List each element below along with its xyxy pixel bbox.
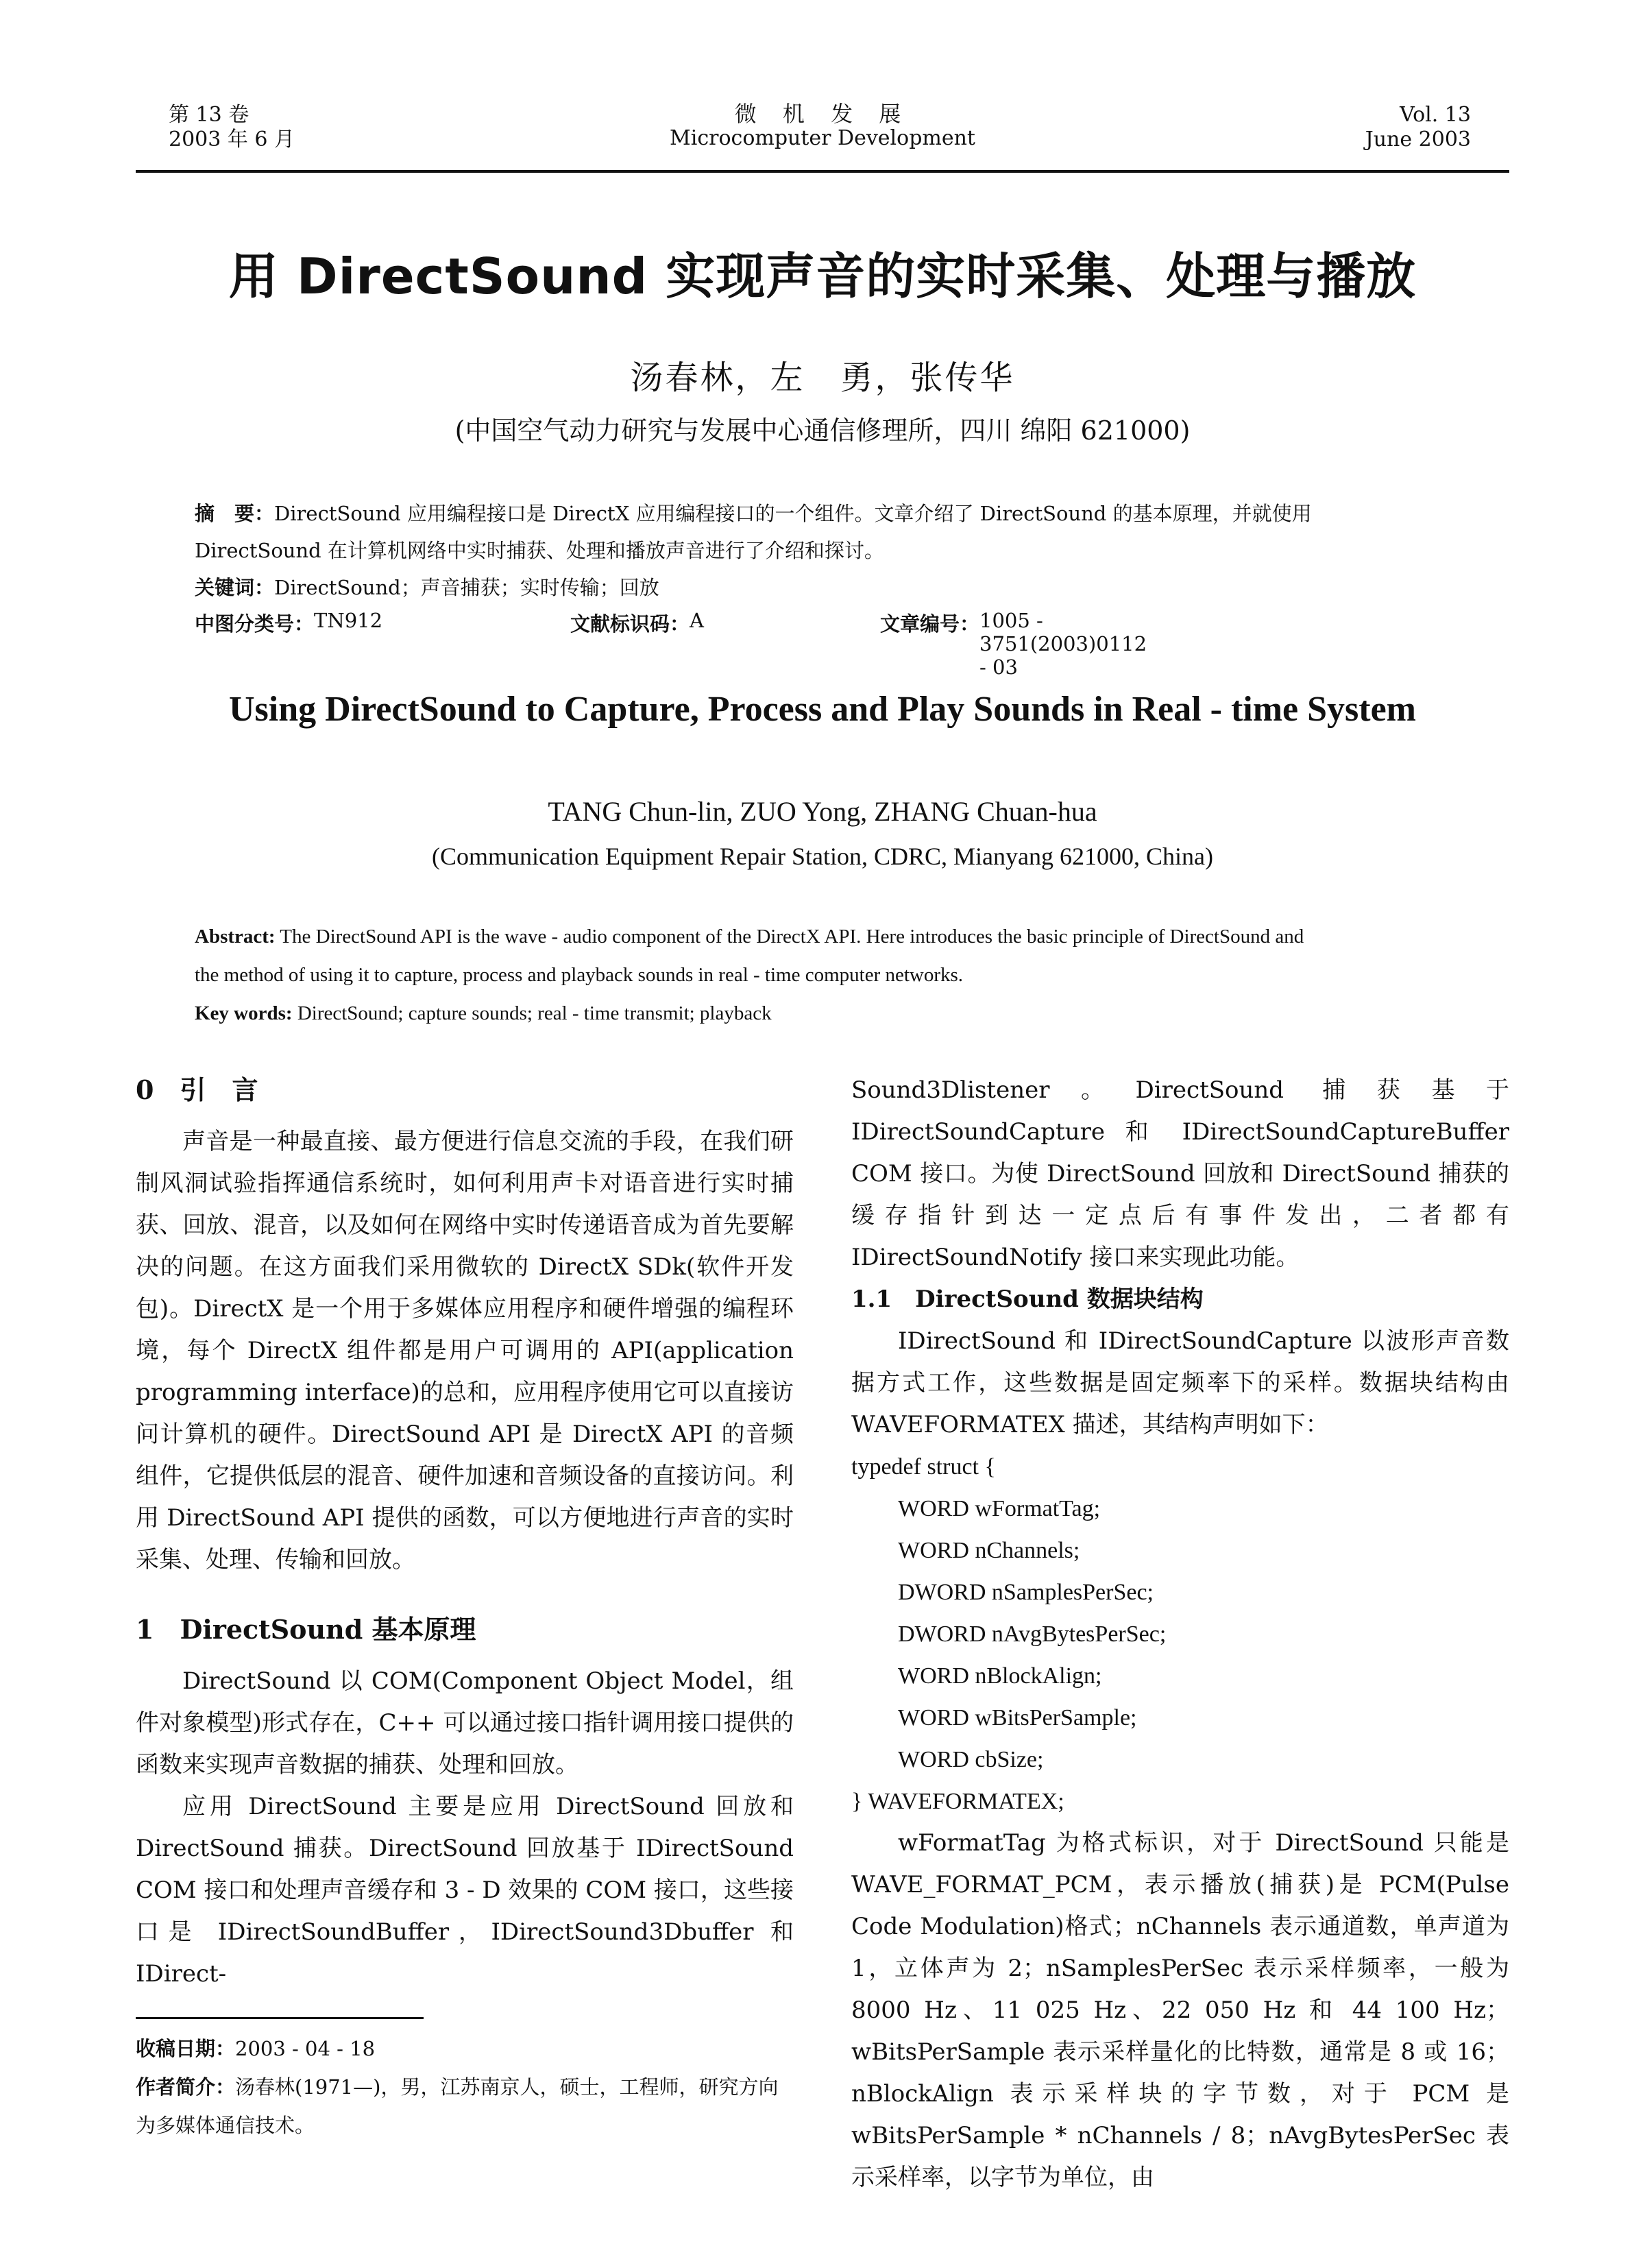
right-paragraph-3: wFormatTag 为格式标识，对于 DirectSound 只能是 WAVE_FORMAT_PCM，表示播放(捕获)是 PCM(Pulse Code Modulation)格式；nChannels 表示通道数，单声道为 1，立体声为 2；nSamplesPerSec 表示采样频率，一般为8000 Hz、11 025 Hz、22 050 Hz 和 44 100 Hz；wBitsPerSample 表示采样量化的比特数，通常是 8 或 16；nBlockAlign 表示采样块的字节数，对于 PCM 是 wBitsPerSample * nChannels / 8；nAvgBytesPerSec 表示采样率，以字节为单位，由 [851, 1829, 1509, 2191]
section-1-paragraph-1: DirectSound 以 COM(Component Object Model，组件对象模型)形式存在，C++ 可以通过接口指针调用接口提供的函数来实现声音数据的捕获、处理和回放。 [136, 1667, 794, 1778]
section-0-paragraph: 声音是一种最直接、最方便进行信息交流的手段，在我们研制风洞试验指挥通信系统时，如何利用声卡对语音进行实时捕获、回放、混音，以及如何在网络中实时传递语音成为首先要解决的问题。在这方面我们采用微软的 DirectX SDk(软件开发包)。DirectX 是一个用于多媒体应用程序和硬件增强的编程环境，每个 DirectX 组件都是用户可调用的 API(application programming interface)的总和，应用程序使用它可以直接访问计算机的硬件。DirectSound API 是 DirectX API 的音频组件，它提供低层的混音、硬件加速和音频设备的直接访问。利用 DirectSound API 提供的函数，可以方便地进行声音的实时采集、处理、传输和回放。 [136, 1128, 794, 1573]
doc-code-label: 文献标识码： [570, 612, 690, 636]
header-right [1365, 103, 1471, 152]
abstract-en-line2: the method of using it to capture, process and playback sounds in real - time computer networks. [195, 964, 964, 986]
right-paragraph-1: Sound3Dlistener。DirectSound 捕获基于 IDirectSoundCapture 和 IDirectSoundCaptureBuffer COM 接口。为使 DirectSound 回放和 DirectSound 捕获的缓存指针到达一定点后有事件发出，二者都有 IDirectSoundNotify 接口来实现此功能。 [851, 1076, 1509, 1271]
code-line: WORD wFormatTag; [898, 1496, 1101, 1521]
section-0-heading: 0 引 言 [136, 1074, 258, 1105]
keywords-cn: DirectSound；声音捕获；实时传输；回放 [274, 576, 659, 599]
body-right-column [851, 1070, 1509, 2199]
footnote [136, 2029, 794, 2145]
affiliation-cn: (中国空气动力研究与发展中心通信修理所，四川 绵阳 621000) [454, 415, 1191, 446]
abstract-en-label: Abstract: [195, 926, 276, 948]
article-no-value: 1005 - 3751(2003)0112 - 03 [979, 609, 1147, 679]
keywords-cn-label: 关键词： [195, 576, 275, 599]
abstract-cn [195, 495, 1463, 606]
abstract-en [195, 917, 1463, 1033]
doc-code-value: A [690, 609, 704, 632]
paper-title-cn: 用 DirectSound 实现声音的实时采集、处理与播放 [228, 248, 1417, 305]
code-line: } WAVEFORMATEX; [851, 1789, 1064, 1814]
date-cn: 2003 年 6 月 [169, 128, 295, 152]
authors-en: TANG Chun-lin, ZUO Yong, ZHANG Chuan-hua [548, 796, 1097, 827]
abstract-cn-label: 摘 要： [195, 502, 275, 525]
journal-name-cn: 微 机 发 展 [734, 101, 911, 127]
authors-cn: 汤春林，左 勇，张传华 [630, 359, 1015, 397]
volume-en: Vol. 13 [1400, 103, 1471, 127]
code-line: WORD nChannels; [898, 1538, 1080, 1563]
article-no-label: 文章编号： [880, 612, 980, 636]
code-line: WORD cbSize; [898, 1747, 1044, 1772]
date-en: June 2003 [1365, 128, 1471, 152]
keywords-en: DirectSound; capture sounds; real - time transmit; playback [292, 1002, 772, 1024]
code-line: typedef struct { [851, 1454, 996, 1480]
code-line: DWORD nAvgBytesPerSec; [898, 1621, 1167, 1647]
affiliation-en: (Communication Equipment Repair Station, CDRC, Mianyang 621000, China) [432, 843, 1213, 870]
volume-cn: 第 13 卷 [169, 103, 249, 127]
paper-title-en: Using DirectSound to Capture, Process and Play Sounds in Real - time System [229, 690, 1416, 729]
section-1-heading: 1 DirectSound 基本原理 [136, 1614, 476, 1645]
classification-row [195, 609, 1463, 679]
received-label: 收稿日期： [136, 2037, 236, 2060]
code-line: WORD nBlockAlign; [898, 1663, 1102, 1689]
right-paragraph-2: IDirectSound 和 IDirectSoundCapture 以波形声音数据方式工作，这些数据是固定频率下的采样。数据块结构由 WAVEFORMATEX 描述，其结构声明如下： [851, 1327, 1509, 1438]
received-date: 2003 - 04 - 18 [235, 2037, 376, 2060]
section-1-paragraph-2: 应用 DirectSound 主要是应用 DirectSound 回放和 DirectSound 捕获。DirectSound 回放基于 IDirectSound COM 接口和处理声音缓存和 3 - D 效果的 COM 接口，这些接口是 IDirectSoundBuffer，IDirectSound3Dbuffer 和 IDirect- [136, 1793, 794, 1988]
header-divider [136, 170, 1509, 173]
code-line: DWORD nSamplesPerSec; [898, 1580, 1154, 1605]
keywords-en-label: Key words: [195, 1002, 293, 1024]
abstract-en-line1: The DirectSound API is the wave - audio component of the DirectX API. Here introduces the basic principle of DirectSound and [275, 926, 1304, 948]
author-bio: 汤春林(1971—)，男，江苏南京人，硕士，工程师，研究方向为多媒体通信技术。 [136, 2075, 779, 2137]
clc-value: TN912 [314, 609, 383, 632]
body-left-column [136, 1059, 794, 1995]
abstract-cn-line2: DirectSound 在计算机网络中实时捕获、处理和播放声音进行了介绍和探讨。 [195, 539, 884, 562]
clc-label: 中图分类号： [195, 612, 315, 636]
code-line: WORD wBitsPerSample; [898, 1705, 1137, 1730]
section-1-1-heading: 1.1 DirectSound 数据块结构 [851, 1286, 1204, 1313]
author-bio-label: 作者简介： [136, 2075, 236, 2099]
footnote-divider [136, 2017, 424, 2019]
journal-name-en: Microcomputer Development [670, 126, 975, 150]
abstract-cn-line1: DirectSound 应用编程接口是 DirectX 应用编程接口的一个组件。文章介绍了 DirectSound 的基本原理，并就使用 [274, 502, 1312, 525]
